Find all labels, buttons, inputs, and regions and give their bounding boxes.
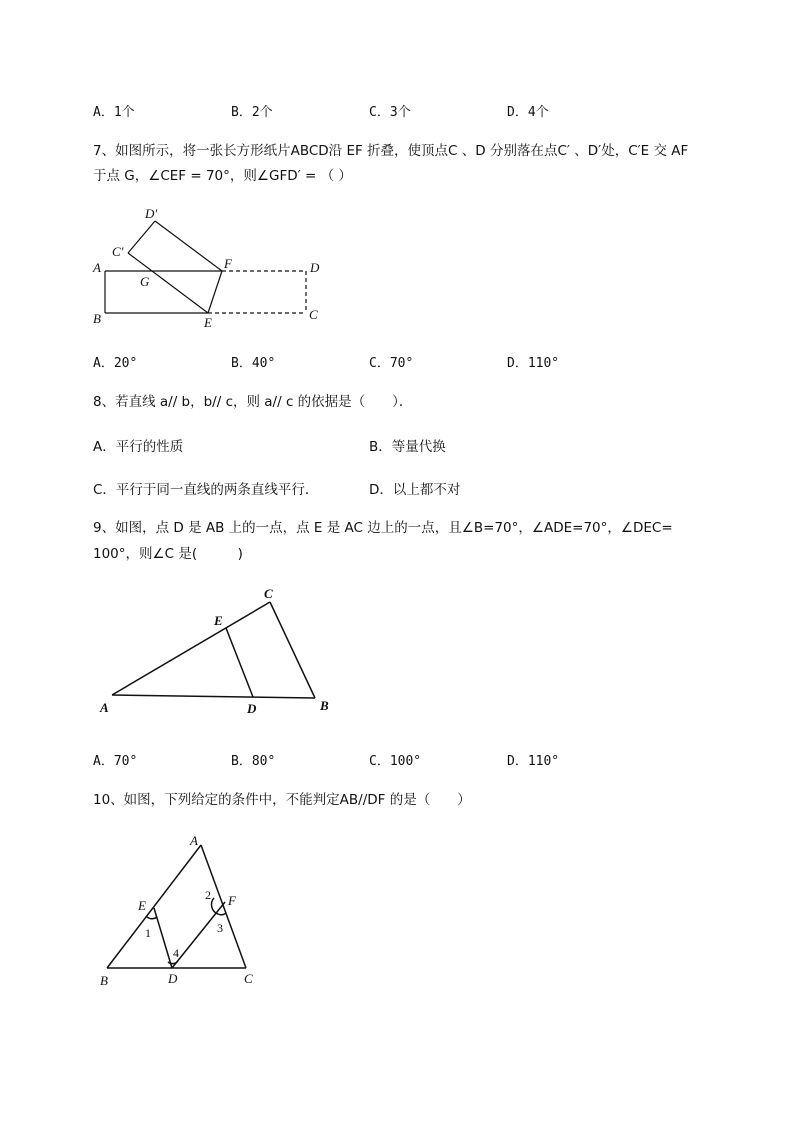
q10-label-angle-1: 1 bbox=[145, 926, 151, 940]
q8-option-d: D．以上都不对 bbox=[369, 482, 461, 498]
q6-option-d: D．4个 bbox=[507, 105, 549, 120]
q9-option-b: B．80° bbox=[231, 754, 276, 769]
q10-label-c: C bbox=[244, 971, 253, 986]
q9-label-d: D bbox=[247, 701, 257, 716]
q9-label-e: E bbox=[214, 613, 223, 628]
q7-option-a: A．20° bbox=[93, 356, 138, 371]
q7-label-c-prime: C′ bbox=[112, 244, 124, 259]
q10-label-d: D bbox=[168, 971, 178, 986]
q7-stem-line1: 7、如图所示，将一张长方形纸片ABCD沿 EF 折叠，使顶点C 、D 分别落在点C′ 、D′处，C′E 交 AF bbox=[93, 143, 689, 159]
q9-label-a: A bbox=[100, 700, 109, 715]
q10-label-f: F bbox=[228, 893, 236, 908]
q9-label-b: B bbox=[320, 698, 329, 713]
q7-label-b: B bbox=[93, 311, 101, 326]
q7-label-c: C bbox=[309, 307, 318, 322]
q7-label-a: A bbox=[93, 260, 101, 275]
q7-label-d-prime: D′ bbox=[145, 206, 158, 221]
q8-option-c: C．平行于同一直线的两条直线平行． bbox=[93, 482, 319, 498]
q6-option-b: B．2个 bbox=[231, 105, 273, 120]
q7-stem-line2: 于点 G，∠CEF = 70°，则∠GFD′ = （ ） bbox=[93, 168, 352, 184]
q8-stem: 8、若直线 a// b，b// c，则 a// c 的依据是（ ）． bbox=[93, 394, 413, 410]
q10-label-angle-3: 3 bbox=[217, 921, 223, 935]
q9-label-c: C bbox=[264, 586, 273, 601]
q10-label-b: B bbox=[100, 973, 108, 988]
q7-label-g: G bbox=[140, 274, 150, 289]
q9-option-d: D．110° bbox=[507, 754, 560, 769]
q7-label-f: F bbox=[224, 256, 232, 271]
q7-label-d: D bbox=[310, 260, 320, 275]
q7-option-c: C．70° bbox=[369, 356, 414, 371]
q9-option-a: A．70° bbox=[93, 754, 138, 769]
q9-option-c: C．100° bbox=[369, 754, 422, 769]
q7-option-d: D．110° bbox=[507, 356, 560, 371]
q10-label-angle-4: 4 bbox=[173, 946, 179, 960]
q7-label-e: E bbox=[204, 315, 212, 330]
q6-option-c: C．3个 bbox=[369, 105, 411, 120]
q10-stem: 10、如图，下列给定的条件中，不能判定AB//DF 的是（ ） bbox=[93, 792, 471, 808]
q10-label-angle-2: 2 bbox=[205, 888, 211, 902]
q8-option-b: B．等量代换 bbox=[369, 439, 446, 455]
q9-stem-line1: 9、如图，点 D 是 AB 上的一点，点 E 是 AC 边上的一点，且∠B=70°，∠ADE=70°，∠DEC= bbox=[93, 520, 673, 536]
q6-option-a: A．1个 bbox=[93, 105, 135, 120]
q10-label-a: A bbox=[190, 833, 198, 848]
q8-option-a: A．平行的性质 bbox=[93, 439, 184, 455]
q10-label-e: E bbox=[138, 898, 146, 913]
q9-stem-line2: 100°，则∠C 是( ) bbox=[93, 546, 243, 562]
q7-option-b: B．40° bbox=[231, 356, 276, 371]
